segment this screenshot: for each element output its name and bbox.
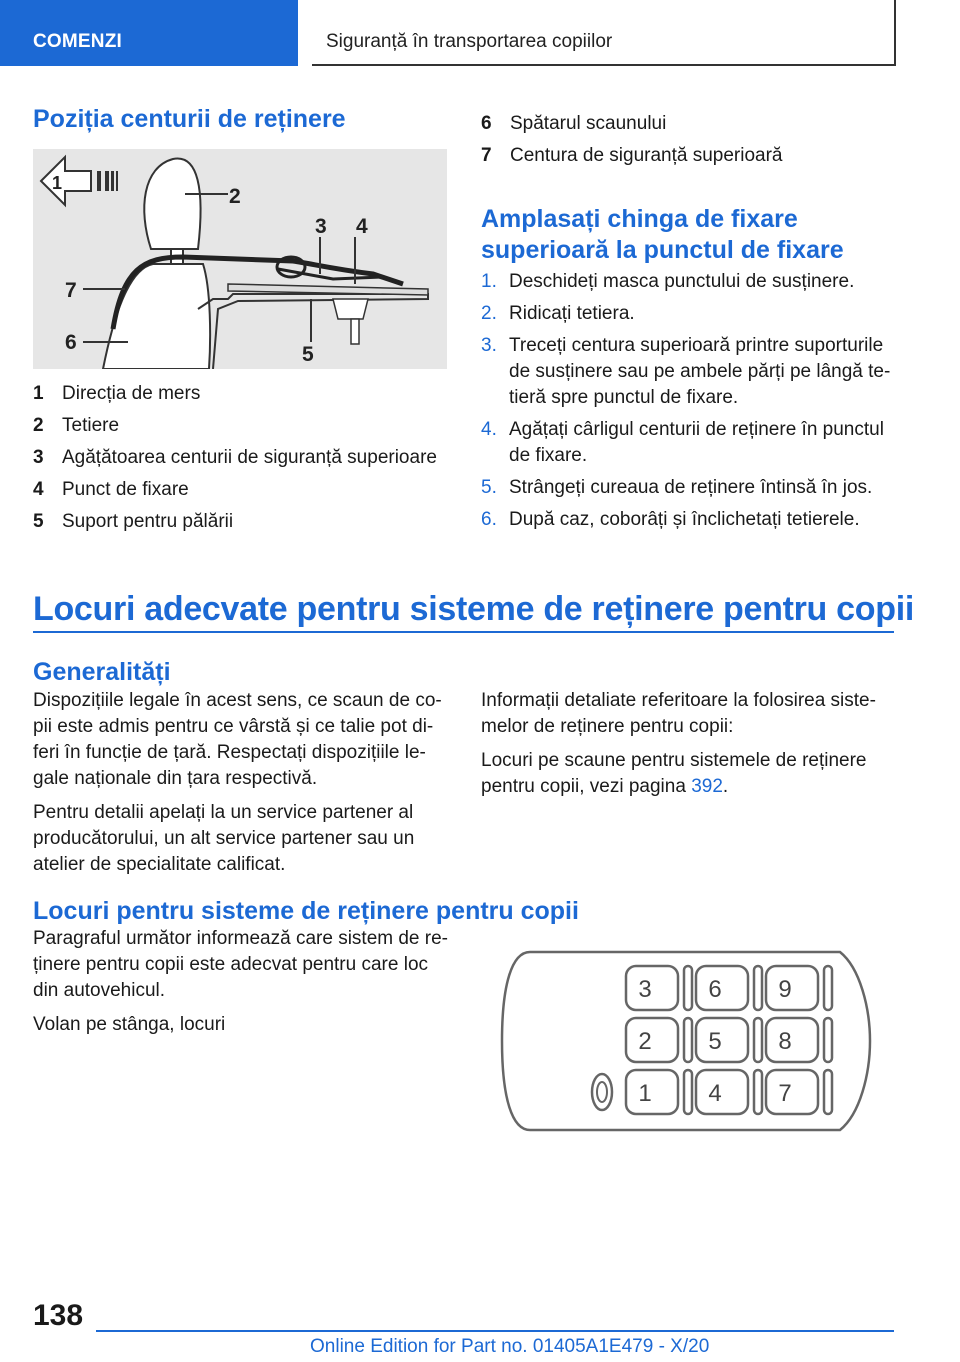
chapter-header — [312, 0, 896, 66]
headrest-shape — [144, 159, 200, 249]
page-link[interactable]: 392 — [691, 776, 723, 797]
seat-number: 8 — [778, 1028, 792, 1055]
section-tab[interactable] — [0, 0, 298, 66]
fig-label-2: 2 — [229, 185, 241, 208]
step-item: 3. Treceți centura superioară printre suporturile de susținere sau pe ambele părți pe lângă tetieră spre punctul de fixare. — [481, 335, 891, 408]
seat-number: 6 — [708, 976, 722, 1003]
seat-number: 3 — [638, 976, 652, 1003]
figure-legend — [33, 378, 453, 538]
seat-number: 5 — [708, 1028, 722, 1055]
section-title-belt-position: Poziția centurii de reținere — [33, 105, 346, 133]
footer-divider — [96, 1330, 894, 1332]
seat-positions-text — [33, 926, 453, 1046]
belt-figure — [33, 149, 447, 369]
fig-label-7: 7 — [65, 279, 77, 302]
legend-item: 3 Agățătoarea centurii de siguranță superioare — [33, 447, 437, 468]
fig-label-1: 1 — [52, 173, 63, 193]
seat-map-figure — [500, 948, 874, 1134]
seat-back-shape — [103, 264, 210, 369]
seat-map-diagram — [500, 948, 874, 1134]
legend-item: 4 Punct de fixare — [33, 479, 189, 500]
general-left-text — [33, 688, 453, 886]
legend-item: 2 Tetiere — [33, 415, 120, 436]
chapter-heading: Locuri adecvate pentru sisteme de reținere pentru copii — [33, 590, 914, 628]
edition-note: Online Edition for Part no. 01405A1E479 - X/20 — [310, 1336, 710, 1357]
paragraph: Locuri pe scaune pentru sistemele de reținere pentru copii, vezi pagina 392. — [481, 750, 867, 797]
step-item: 6. După caz, coborâți și înclichetați tetierele. — [481, 509, 860, 530]
paragraph: Informații detaliate referitoare la folosirea sistemelor de reținere pentru copii: — [481, 690, 876, 737]
chapter-title: Siguranță în transportarea copiilor — [326, 31, 613, 52]
legend-item: 1 Direcția de mers — [33, 383, 201, 404]
steering-wheel-icon — [592, 1074, 612, 1110]
step-item: 5. Strângeți cureaua de reținere întinsă în jos. — [481, 477, 873, 498]
paragraph: Paragraful următor informează care sistem de reținere pentru copii este adecvat pentru care loc din autovehicul. — [33, 928, 448, 1001]
paragraph: Pentru detalii apelați la un service partener al producătorului, un alt service partener sau un atelier de specialitate calificat. — [33, 802, 415, 875]
fig-label-5: 5 — [302, 343, 314, 366]
general-right-text — [481, 688, 894, 808]
direction-arrow-icon — [41, 157, 91, 205]
figure-legend-continued — [481, 108, 901, 172]
legend-item: 7 Centura de siguranță superioară — [481, 145, 783, 166]
step-item: 1. Deschideți masca punctului de susținere. — [481, 271, 855, 292]
legend-item: 5 Suport pentru pălării — [33, 511, 234, 532]
page-number: 138 — [33, 1299, 84, 1332]
legend-item: 6 Spătarul scaunului — [481, 113, 667, 134]
section-title-seat-positions: Locuri pentru sisteme de reținere pentru copii — [33, 897, 579, 925]
paragraph: Dispozițiile legale în acest sens, ce scaun de copii este admis pentru ce vârstă și ce talie pot diferi în funcție de țară. Respectați dispozițiile legale naționale din țara respectivă. — [33, 690, 442, 789]
belt-diagram — [33, 149, 447, 369]
heading-divider — [33, 631, 894, 633]
seat-number: 9 — [778, 976, 792, 1003]
fig-label-4: 4 — [356, 215, 368, 238]
seat-number: 7 — [778, 1080, 792, 1107]
seat-number: 2 — [638, 1028, 652, 1055]
step-item: 4. Agățați cârligul centurii de reținere în punctul de fixare. — [481, 419, 884, 466]
seat-number: 4 — [708, 1080, 722, 1107]
paragraph: Volan pe stânga, locuri — [33, 1014, 226, 1035]
fig-label-6: 6 — [65, 331, 77, 354]
seat-number: 1 — [638, 1080, 652, 1107]
section-title-attach-belt: Amplasați chinga de fixare superioară la punctul de fixare — [481, 205, 844, 264]
fig-label-3: 3 — [315, 215, 327, 238]
subsection-title-general: Generalități — [33, 658, 171, 686]
attach-steps — [481, 269, 901, 539]
step-item: 2. Ridicați tetiera. — [481, 303, 635, 324]
section-label: COMENZI — [33, 31, 123, 52]
